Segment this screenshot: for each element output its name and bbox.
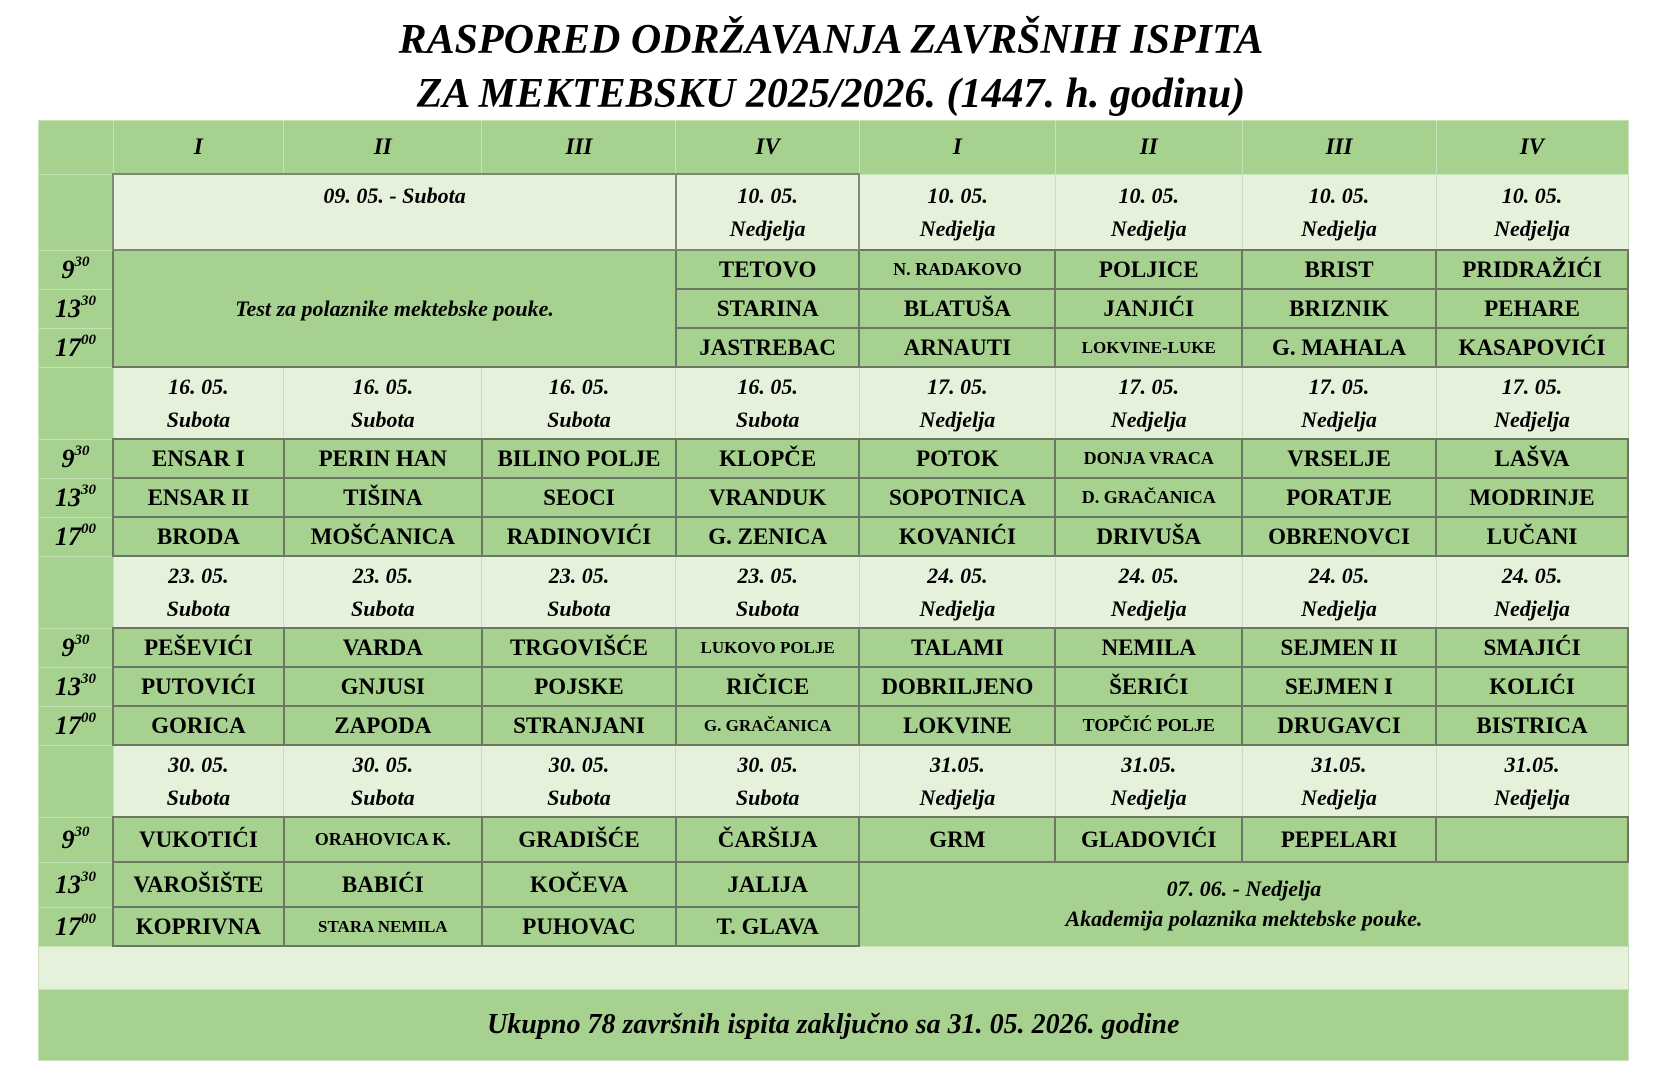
time-blank (39, 174, 114, 250)
date-day: 24. 05. (1308, 563, 1370, 588)
date-weekday: Subota (166, 407, 231, 432)
exam-cell: TALAMI (859, 628, 1055, 667)
date-cell (1436, 367, 1628, 439)
time-label-1330: $13^{30}$ (39, 862, 114, 907)
exam-cell: BABIĆI (284, 862, 482, 907)
date-weekday: Nedjelja (1301, 596, 1377, 621)
exam-cell: BRIST (1242, 250, 1436, 289)
exam-cell: DRIVUŠA (1055, 517, 1242, 556)
time-blank (39, 556, 114, 628)
date-cell (1242, 556, 1436, 628)
footer-row (39, 990, 1629, 1061)
exam-cell: STARA NEMILA (284, 907, 482, 946)
time-label-1700: $17^{00}$ (39, 517, 114, 556)
date-day: 23. 05. (737, 563, 798, 588)
date-weekday: Nedjelja (1110, 407, 1187, 432)
date-weekday: Nedjelja (1301, 215, 1377, 241)
schedule-panel (38, 120, 1629, 1042)
exam-cell: SOPOTNICA (859, 478, 1055, 517)
date-weekday: Nedjelja (1110, 785, 1187, 810)
academy-text: Akademija polaznika mektebske pouke. (1065, 906, 1423, 932)
date-weekday: Subota (351, 407, 415, 432)
week4-date-row (39, 745, 1629, 817)
date-weekday: Nedjelja (1110, 596, 1187, 621)
date-cell (113, 367, 284, 439)
date-weekday: Nedjelja (919, 215, 996, 241)
exam-cell: BLATUŠA (859, 289, 1055, 328)
week3-row-1330 (39, 667, 1629, 706)
exam-cell: JALIJA (676, 862, 859, 907)
exam-cell: LOKVINE-LUKE (1055, 328, 1242, 367)
exam-cell: DRUGAVCI (1242, 706, 1436, 745)
exam-cell: SMAJIĆI (1436, 628, 1628, 667)
date-day: 17. 05. (1118, 374, 1179, 399)
exam-cell: KOPRIVNA (113, 907, 284, 946)
date-cell (1436, 745, 1628, 817)
date-cell (284, 367, 482, 439)
col-header: II (284, 121, 482, 175)
exam-cell: LUČANI (1436, 517, 1628, 556)
date-cell (859, 174, 1055, 250)
date-day: 17. 05. (1308, 374, 1370, 399)
date-weekday: Subota (166, 596, 231, 621)
header-corner (39, 121, 114, 175)
schedule-table (38, 120, 1629, 1061)
time-label-1330: $13^{30}$ (39, 478, 114, 517)
week2-row-1330 (39, 478, 1629, 517)
exam-cell: SEJMEN I (1242, 667, 1436, 706)
exam-cell: GLADOVIĆI (1055, 817, 1242, 862)
exam-cell: G. MAHALA (1242, 328, 1436, 367)
date-weekday: Nedjelja (1301, 785, 1377, 810)
spacer-band (39, 946, 1629, 990)
exam-cell: RIČICE (676, 667, 859, 706)
exam-cell: GORICA (113, 706, 284, 745)
date-label: 09. 05. - Subota (323, 183, 466, 208)
date-weekday: Subota (735, 596, 800, 621)
exam-cell: OBRENOVCI (1242, 517, 1436, 556)
col-header: IV (676, 121, 859, 175)
date-day: 10. 05. (927, 182, 988, 208)
date-day: 30. 05. (548, 752, 610, 777)
exam-cell: PRIDRAŽIĆI (1436, 250, 1628, 289)
date-cell (1436, 174, 1628, 250)
exam-cell: VUKOTIĆI (113, 817, 284, 862)
date-saturday-09 (113, 174, 676, 250)
col-header: III (482, 121, 676, 175)
time-label-1700: $17^{00}$ (39, 907, 114, 946)
exam-cell: VAROŠIŠTE (113, 862, 284, 907)
date-weekday: Subota (547, 407, 611, 432)
title-line-1: RASPORED ODRŽAVANJA ZAVRŠNIH ISPITA (398, 17, 1264, 63)
exam-cell: PERIN HAN (284, 439, 482, 478)
exam-cell: POJSKE (482, 667, 676, 706)
col-header: II (1055, 121, 1242, 175)
date-weekday: Nedjelja (1494, 785, 1570, 810)
date-cell (1436, 556, 1628, 628)
exam-cell: PEPELARI (1242, 817, 1436, 862)
date-cell (1055, 745, 1242, 817)
week1-date-row (39, 174, 1629, 250)
date-cell (1242, 745, 1436, 817)
date-weekday: Nedjelja (1494, 215, 1570, 241)
week3-row-1700 (39, 706, 1629, 745)
date-day: 24. 05. (1118, 563, 1179, 588)
time-label-1700: $17^{00}$ (39, 706, 114, 745)
date-weekday: Subota (547, 596, 611, 621)
time-label-0930: $9^{30}$ (39, 439, 114, 478)
date-day: 16. 05. (352, 374, 414, 399)
exam-cell: POTOK (859, 439, 1055, 478)
date-cell (284, 556, 482, 628)
date-cell (859, 745, 1055, 817)
exam-cell: T. GLAVA (676, 907, 859, 946)
exam-cell: KASAPOVIĆI (1436, 328, 1628, 367)
time-label-1330: $13^{30}$ (39, 667, 114, 706)
exam-cell: MOŠĆANICA (284, 517, 482, 556)
exam-cell: NEMILA (1055, 628, 1242, 667)
date-day: 30. 05. (352, 752, 414, 777)
date-weekday: Subota (735, 407, 800, 432)
date-cell (1055, 556, 1242, 628)
exam-cell: GRM (859, 817, 1055, 862)
week3-row-0930 (39, 628, 1629, 667)
date-day: 31.05. (929, 752, 985, 777)
week4-row-0930 (39, 817, 1629, 862)
date-cell (676, 367, 859, 439)
exam-cell: PEHARE (1436, 289, 1628, 328)
exam-cell: GRADIŠĆE (482, 817, 676, 862)
exam-cell: VRSELJE (1242, 439, 1436, 478)
date-day: 10. 05. (737, 183, 798, 208)
exam-cell: ARNAUTI (859, 328, 1055, 367)
date-weekday: Subota (351, 596, 415, 621)
date-weekday: Nedjelja (1301, 407, 1377, 432)
week2-date-row (39, 367, 1629, 439)
academy-notice (859, 862, 1628, 946)
date-day: 10. 05. (1308, 182, 1370, 208)
exam-cell: GNJUSI (284, 667, 482, 706)
week2-row-1700 (39, 517, 1629, 556)
time-label-0930: $9^{30}$ (39, 817, 114, 862)
exam-cell: TRGOVIŠĆE (482, 628, 676, 667)
date-day: 23. 05. (352, 563, 414, 588)
exam-cell: D. GRAČANICA (1055, 478, 1242, 517)
date-weekday: Subota (166, 785, 231, 810)
time-label-0930: $9^{30}$ (39, 250, 114, 289)
exam-cell: ENSAR II (113, 478, 284, 517)
exam-cell: ZAPODA (284, 706, 482, 745)
date-cell (859, 556, 1055, 628)
spacer-row (39, 946, 1629, 990)
week1-row-0930 (39, 250, 1629, 289)
date-day: 31.05. (1311, 752, 1367, 777)
date-day: 24. 05. (927, 563, 988, 588)
date-day: 24. 05. (1501, 563, 1563, 588)
date-weekday: Nedjelja (919, 596, 996, 621)
week4-row-1330 (39, 862, 1629, 907)
exam-cell: SEJMEN II (1242, 628, 1436, 667)
date-weekday: Nedjelja (1110, 215, 1187, 241)
exam-cell: RADINOVIĆI (482, 517, 676, 556)
exam-cell: ENSAR I (113, 439, 284, 478)
exam-cell: SEOCI (482, 478, 676, 517)
date-weekday: Nedjelja (1494, 407, 1570, 432)
time-label-1700: $17^{00}$ (39, 328, 114, 367)
exam-cell: PUHOVAC (482, 907, 676, 946)
exam-cell: VARDA (284, 628, 482, 667)
date-day: 23. 05. (168, 563, 229, 588)
date-weekday: Subota (547, 785, 611, 810)
exam-cell: POLJICE (1055, 250, 1242, 289)
time-label-1330: $13^{30}$ (39, 289, 114, 328)
exam-cell: JANJIĆI (1055, 289, 1242, 328)
exam-cell: STRANJANI (482, 706, 676, 745)
title-line-2: ZA MEKTEBSKU 2025/2026. (1447. h. godinu) (416, 71, 1246, 117)
date-cell (676, 745, 859, 817)
date-cell (1242, 367, 1436, 439)
exam-cell: TIŠINA (284, 478, 482, 517)
exam-cell: KOVANIĆI (859, 517, 1055, 556)
date-weekday: Nedjelja (919, 785, 996, 810)
date-day: 16. 05. (548, 374, 610, 399)
exam-cell: G. ZENICA (676, 517, 859, 556)
date-day: 17. 05. (1501, 374, 1563, 399)
exam-cell: LAŠVA (1436, 439, 1628, 478)
date-cell (1242, 174, 1436, 250)
time-blank (39, 745, 114, 817)
test-notice: Test za polaznike mektebske pouke. (113, 250, 676, 367)
col-header: IV (1436, 121, 1628, 175)
date-day: 31.05. (1121, 752, 1177, 777)
date-cell (482, 367, 676, 439)
date-day: 16. 05. (737, 374, 798, 399)
footer-summary: Ukupno 78 završnih ispita zaključno sa 31. 05. 2026. godine (39, 990, 1629, 1061)
exam-cell: STARINA (676, 289, 859, 328)
date-weekday: Subota (735, 785, 800, 810)
time-label-0930: $9^{30}$ (39, 628, 114, 667)
exam-cell: BRIZNIK (1242, 289, 1436, 328)
date-cell (482, 745, 676, 817)
date-day: 17. 05. (927, 374, 988, 399)
date-cell (859, 367, 1055, 439)
exam-cell: TETOVO (676, 250, 859, 289)
date-cell (676, 174, 859, 250)
date-day: 30. 05. (168, 752, 229, 777)
exam-cell: DOBRILJENO (859, 667, 1055, 706)
exam-cell: PUTOVIĆI (113, 667, 284, 706)
exam-cell: LOKVINE (859, 706, 1055, 745)
week2-row-0930 (39, 439, 1629, 478)
date-day: 23. 05. (548, 563, 610, 588)
date-cell (113, 745, 284, 817)
date-day: 30. 05. (737, 752, 798, 777)
date-cell (284, 745, 482, 817)
date-day: 10. 05. (1118, 182, 1179, 208)
exam-cell: VRANDUK (676, 478, 859, 517)
exam-cell: KLOPČE (676, 439, 859, 478)
col-header: I (859, 121, 1055, 175)
exam-cell: PORATJE (1242, 478, 1436, 517)
date-weekday: Nedjelja (729, 216, 806, 241)
exam-cell: PEŠEVIĆI (113, 628, 284, 667)
header-row (39, 121, 1629, 175)
exam-cell: MODRINJE (1436, 478, 1628, 517)
exam-cell: KOČEVA (482, 862, 676, 907)
exam-cell: KOLIĆI (1436, 667, 1628, 706)
date-weekday: Nedjelja (1494, 596, 1570, 621)
exam-cell: N. RADAKOVO (859, 250, 1055, 289)
exam-cell: BRODA (113, 517, 284, 556)
date-day: 16. 05. (168, 374, 229, 399)
date-weekday: Subota (351, 785, 415, 810)
week3-date-row (39, 556, 1629, 628)
exam-cell: TOPČIĆ POLJE (1055, 706, 1242, 745)
exam-cell: DONJA VRACA (1055, 439, 1242, 478)
date-cell (676, 556, 859, 628)
date-cell (482, 556, 676, 628)
exam-cell: G. GRAČANICA (676, 706, 859, 745)
exam-cell: BISTRICA (1436, 706, 1628, 745)
date-cell (113, 556, 284, 628)
date-cell (1055, 174, 1242, 250)
exam-cell: LUKOVO POLJE (676, 628, 859, 667)
col-header: III (1242, 121, 1436, 175)
date-day: 31.05. (1504, 752, 1560, 777)
exam-cell: JASTREBAC (676, 328, 859, 367)
exam-cell: ŠERIĆI (1055, 667, 1242, 706)
date-cell (1055, 367, 1242, 439)
academy-date: 07. 06. - Nedjelja (1166, 876, 1322, 902)
exam-cell-empty (1436, 817, 1628, 862)
date-day: 10. 05. (1501, 182, 1563, 208)
exam-cell: ČARŠIJA (676, 817, 859, 862)
exam-cell: BILINO POLJE (482, 439, 676, 478)
date-weekday: Nedjelja (919, 407, 996, 432)
time-blank (39, 367, 114, 439)
col-header: I (113, 121, 284, 175)
exam-cell: ORAHOVICA K. (284, 817, 482, 862)
